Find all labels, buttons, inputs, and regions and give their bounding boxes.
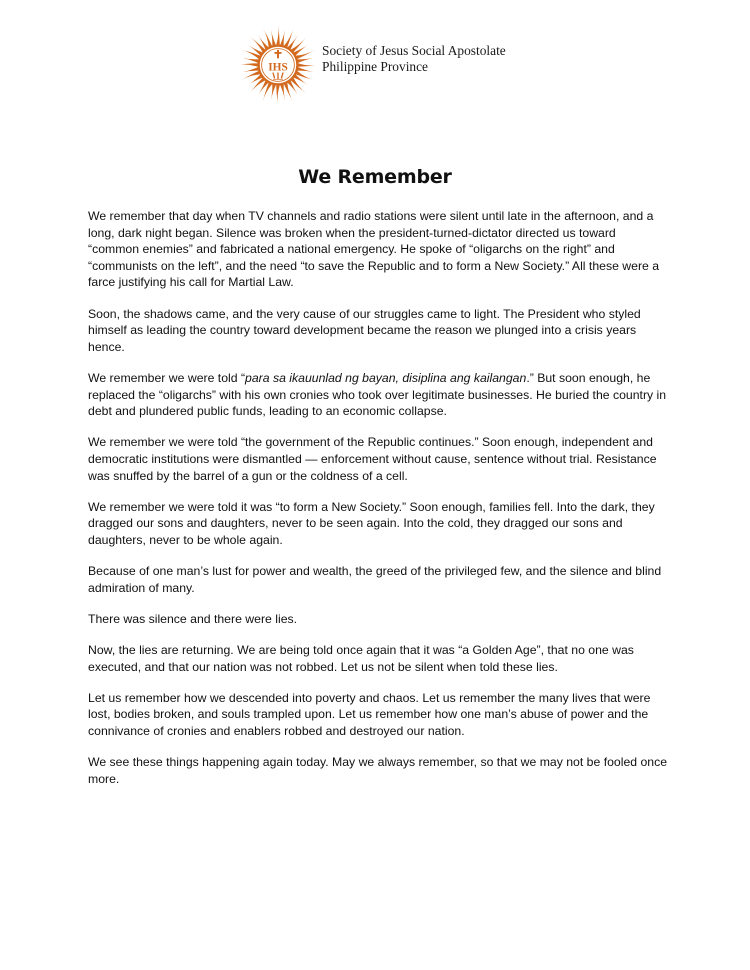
organization-name [322,43,506,75]
seal-ray [276,85,280,105]
seal-ray [249,78,265,94]
seal-ray [243,58,259,63]
paragraph: Now, the lies are returning. We are being told once again that it was “a Golden Age”, that no one was executed, and that our nation was not robbed. Let us not be silent when told these lies. [88,643,634,674]
letterhead [236,22,506,108]
paragraph: We remember we were told “the government of the Republic continues.” Soon enough, independent and democratic institutions were dismantled — enforcement without cause, sentence without trial. Resistance was snuffed by the barrel of a gun or the coldness of a cell. [88,435,657,483]
seal-ray [238,63,258,67]
paragraph-text: We remember we were told “ [88,370,246,385]
statement-body [88,208,668,802]
seal-ray [297,58,313,63]
seal-ray [291,36,307,52]
seal-ray [291,78,307,94]
paragraph-text: .” But soon enough, he replaced the “oligarchs” with his own cronies who took over legitimate businesses. He buried the country in debt and plundered public funds, leading to an economic collapse. [88,370,667,419]
paragraph: We remember that day when TV channels and radio stations were silent until late in the afternoon, and a long, dark night began. Silence was broken when the president-turned-dictator directed us toward “common enemies” and fabricated a national emergency. He spoke of “oligarchs on the right” and “communists on the left”, and the need “to save the Republic and to form a New Society.” All these were a farce justifying his call for Martial Law. [88,209,660,290]
seal-monogram: IHS [268,61,288,74]
seal-ray [280,30,285,46]
seal-ray [280,84,285,100]
paragraph: We see these things happening again today. May we always remember, so that we may not be fooled once more. [88,755,668,786]
paragraph: We remember we were told it was “to form a New Society.” Soon enough, families fell. Into the dark, they dragged our sons and daughters, never to be seen again. Into the cold, they dragged our sons and daughters, never to be whole again. [88,499,655,547]
paragraph: Because of one man’s lust for power and wealth, the greed of the privileged few, and the silence and blind admiration of many. [88,564,662,595]
italic-quote: para sa ikauunlad ng bayan, disiplina ang kailangan [245,370,527,385]
seal-ray [297,67,313,72]
paragraph [88,370,668,420]
org-line-1: Society of Jesus Social Apostolate [322,43,506,58]
seal-ray [249,36,265,52]
jesuit-seal-logo [236,23,320,107]
paragraph: Let us remember how we descended into poverty and chaos. Let us remember the many lives that were lost, bodies broken, and souls trampled upon. Let us remember how one man’s abuse of power and the connivance of cronies and enablers robbed and destroyed our nation. [88,690,651,738]
seal-ray [298,63,318,67]
seal-ray [271,84,276,100]
seal-ray [243,67,259,72]
org-line-2: Philippine Province [322,59,429,74]
paragraph: There was silence and there were lies. [88,611,298,626]
paragraph: Soon, the shadows came, and the very cause of our struggles came to light. The President who styled himself as leading the country toward development became the reason we plunged into a crisis years hence. [88,306,641,354]
seal-ray [271,30,276,46]
seal-ray [276,25,280,45]
page-title: We Remember [298,166,452,188]
